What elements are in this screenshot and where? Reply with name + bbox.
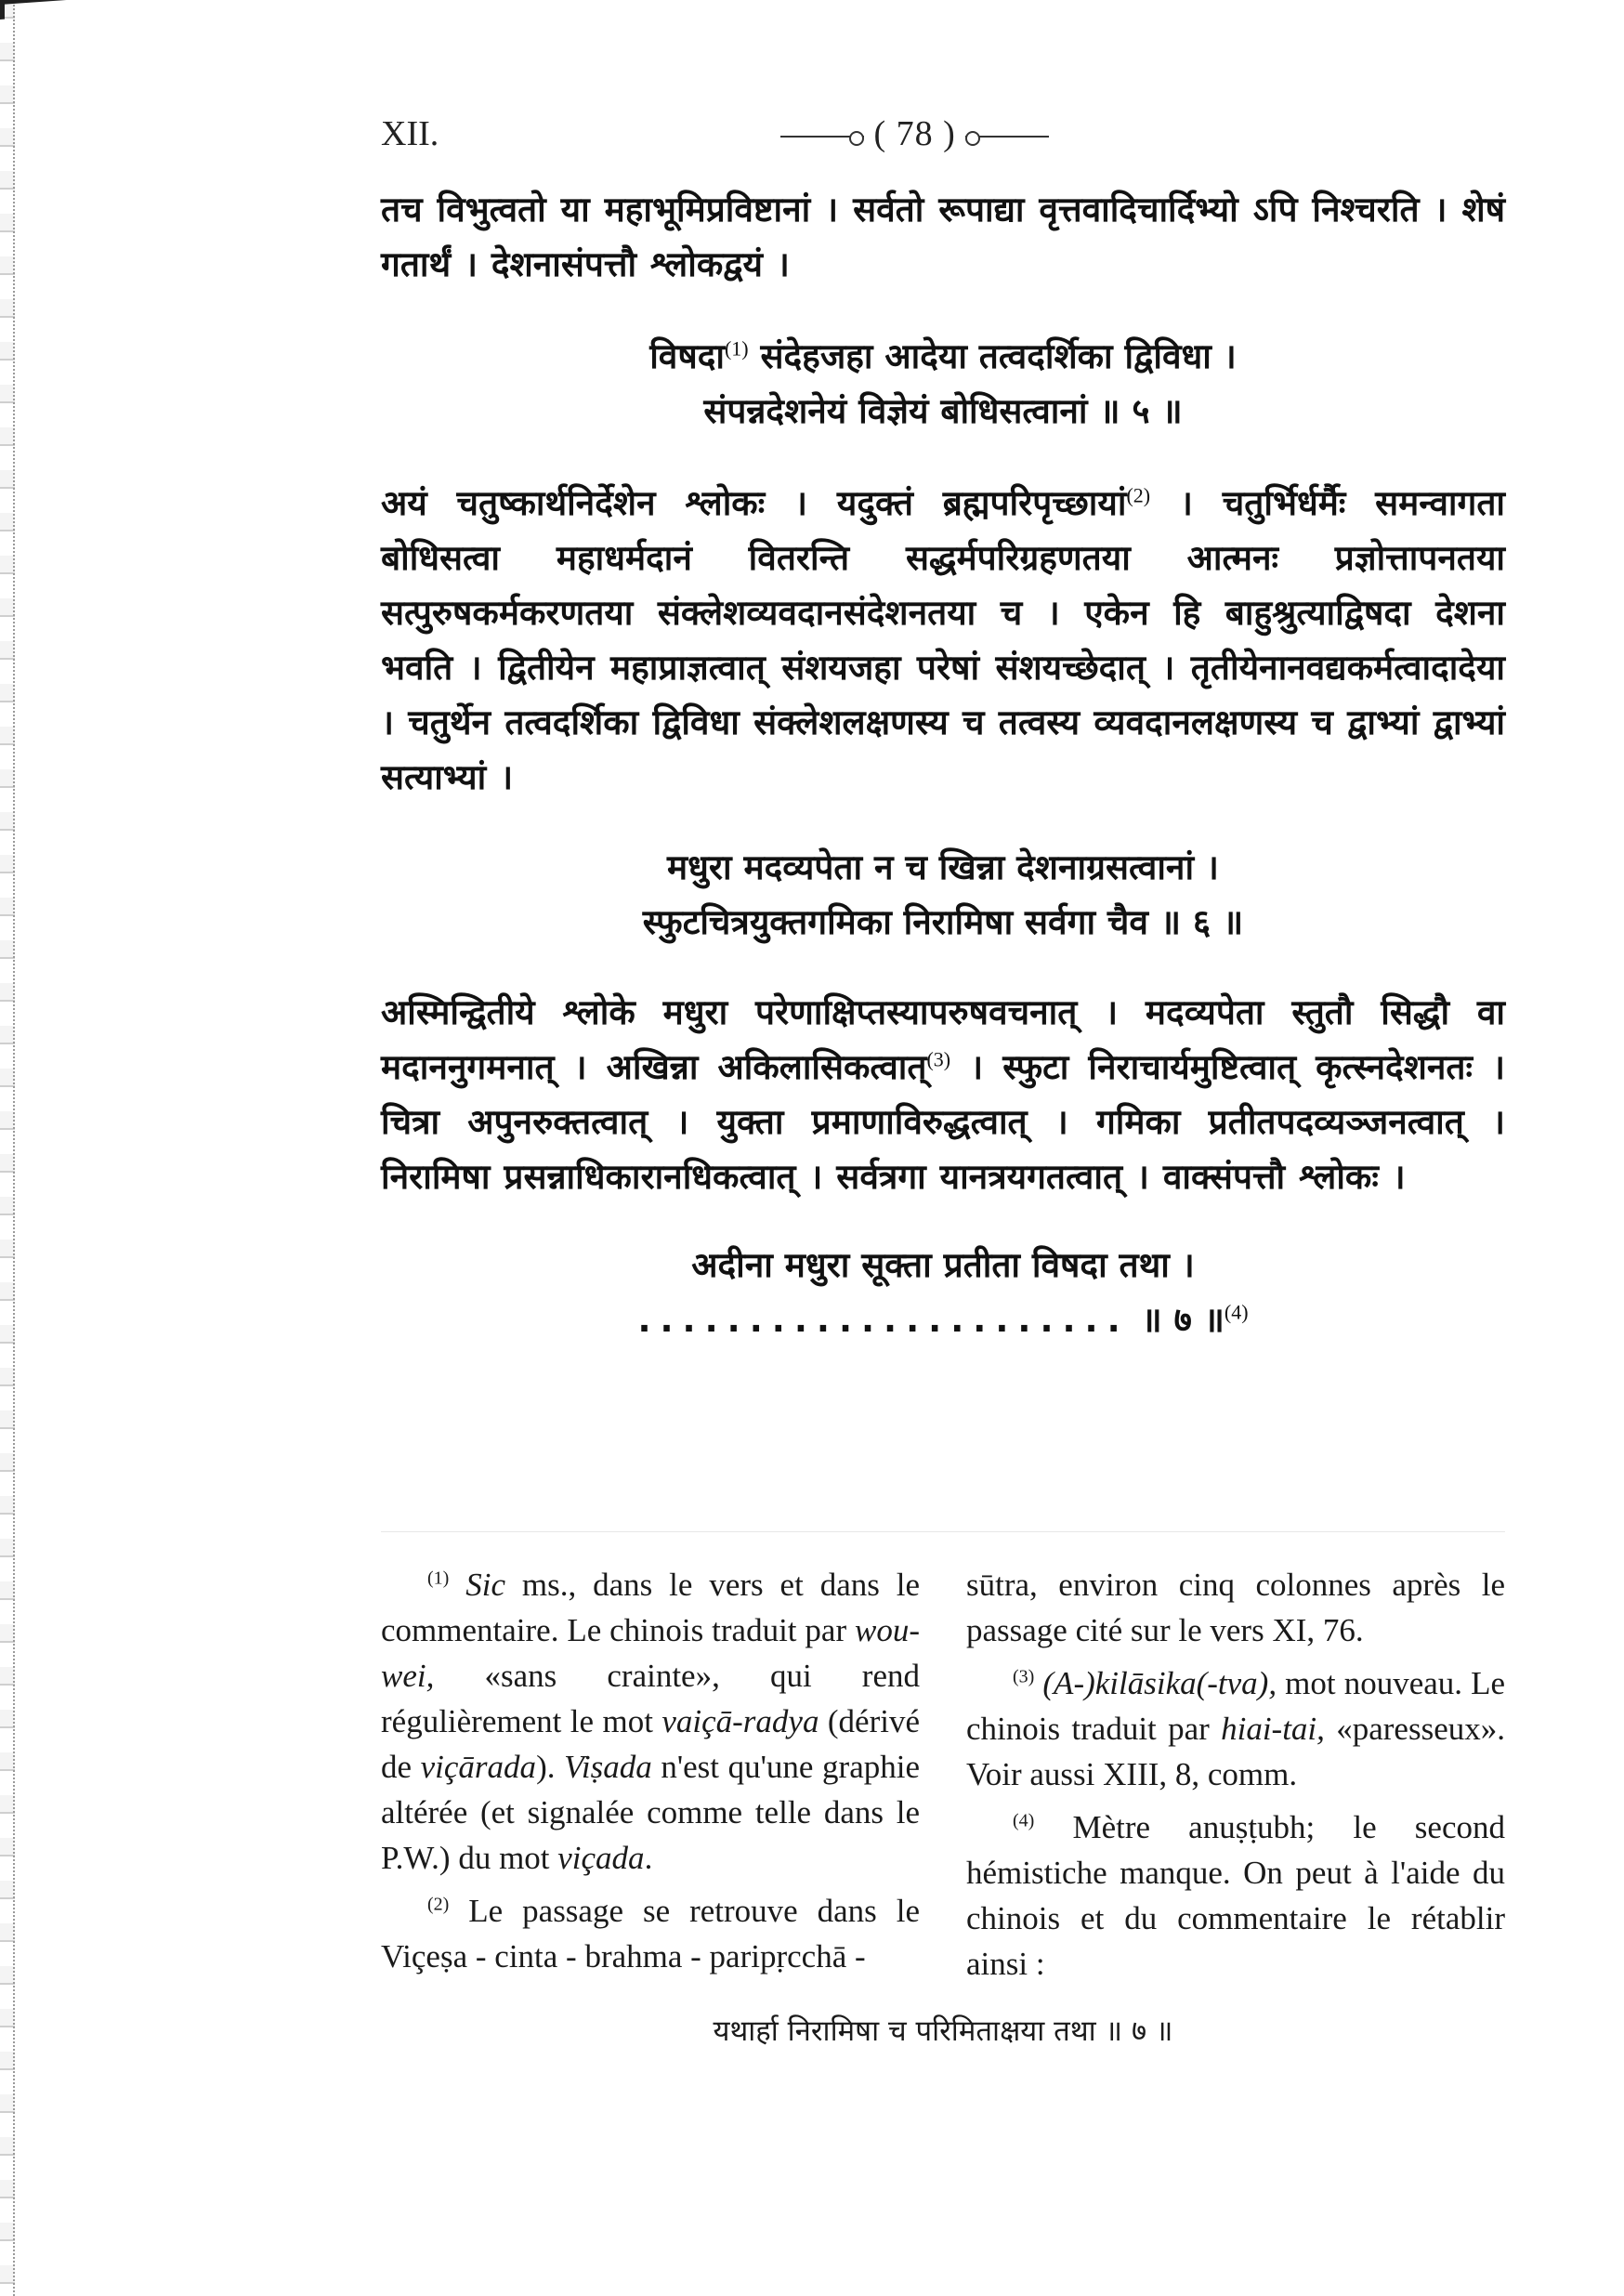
- paragraph-3: [381, 985, 1505, 1204]
- scan-corner-mark: [0, 0, 107, 20]
- footnote-ref-4: (4): [1224, 1300, 1249, 1324]
- footnote-1-text-c: (dérivé de: [381, 1703, 920, 1785]
- paragraph-2: [381, 476, 1505, 805]
- footnote-3-mark: (3): [1013, 1666, 1035, 1687]
- verse-7: [381, 1238, 1505, 1347]
- footnote-1-text-d: ).: [536, 1749, 565, 1785]
- ornament-left: [780, 136, 864, 138]
- footnote-1-text-a: ms., dans le vers et dans le commentaire. Le chinois traduit par: [381, 1567, 921, 1648]
- footnote-4-mark: (4): [1013, 1810, 1035, 1831]
- verse-6-line-2: स्फुटचित्रयुक्तगमिका निरामिषा सर्वगा चैव ॥ ६ ॥: [642, 902, 1244, 942]
- footnote-4: [966, 1804, 1505, 1987]
- paragraph-2-start: अयं चतुष्कार्थनिर्देशेन श्लोकः । यदुक्तं ब्रह्मपरिपृच्छायां: [381, 483, 1127, 523]
- verse-7-ellipsis: ......................: [637, 1300, 1130, 1340]
- verse-5-line-1-start: विषदा: [649, 336, 725, 376]
- footnote-3-text-a: mot nouveau. Le chinois traduit par: [966, 1665, 1505, 1747]
- footnote-1-wou-wei: wou-wei,: [381, 1612, 920, 1694]
- footnotes-right-column: [966, 1562, 1505, 1994]
- footnote-1-text-b: «sans crainte», qui rend régulièrement le mot: [381, 1658, 920, 1739]
- footnote-3-hiai-tai: hiai-tai,: [1221, 1711, 1325, 1747]
- footnote-1-text-e: n'est qu'une graphie altérée (et signalée comme telle dans le P.W.) du mot: [381, 1749, 920, 1876]
- page-header: [381, 113, 1477, 160]
- footnote-1-vicada: viçada: [557, 1840, 645, 1876]
- footnote-2-text: Le passage se retrouve dans le Viçeṣa - cinta - brahma - paripṛcchā -: [381, 1893, 920, 1975]
- footnote-3: [966, 1660, 1505, 1797]
- page-number: 78: [896, 114, 934, 153]
- footnote-3-text-b: «paresseux». Voir aussi XIII, 8, comm.: [966, 1711, 1505, 1792]
- chapter-number: XII.: [381, 114, 439, 153]
- verse-5-line-2: संपन्नदेशनेयं विज्ञेयं बोधिसत्वानां ॥ ५ ॥: [703, 391, 1183, 431]
- footnote-separator: [381, 1531, 1505, 1532]
- verse-6-line-1: मधुरा मदव्यपेता न च खिन्ना देशनाग्रसत्वानां ।: [667, 847, 1219, 887]
- main-text: [381, 182, 1505, 1347]
- footnote-2-continued: sūtra, environ cinq colonnes après le passage cité sur le vers XI, 76.: [966, 1567, 1505, 1648]
- page-number-group: ( 78 ): [780, 113, 1049, 154]
- footnotes: [381, 1562, 1505, 1982]
- footnote-1-sic: Sic: [465, 1567, 505, 1603]
- verse-5: [381, 329, 1505, 439]
- footnote-2-mark: (2): [427, 1894, 450, 1915]
- verse-7-line-1: अदीना मधुरा सूक्ता प्रतीता विषदा तथा ।: [691, 1245, 1195, 1285]
- verse-6: [381, 840, 1505, 950]
- paragraph-1: तच विभुत्वतो या महाभूमिप्रविष्टानां । सर्वतो रूपाद्या वृत्तवादिचार्दिभ्यो ऽपि निश्चरति । शेषं गतार्थं । देशनासंपत्तौ श्लोकद्वयं ।: [381, 190, 1505, 284]
- footnote-ref-2: (2): [1126, 483, 1151, 507]
- footnote-ref-3: (3): [926, 1047, 951, 1071]
- footnote-1-text-f: .: [644, 1840, 653, 1876]
- footnote-1-visada: Viṣada: [564, 1749, 652, 1785]
- footnote-2: [381, 1888, 920, 1979]
- verse-5-line-1-end: संदेहजहा आदेया तत्वदर्शिका द्विविधा ।: [748, 336, 1237, 376]
- paragraph-2-rest: । चतुर्भिर्धर्मैः समन्वागता बोधिसत्वा महाधर्मदानं वितरन्ति सद्धर्मपरिग्रहणतया आत्मनः प्रज्ञोत्तापनतया सत्पुरुषकर्मकरणतया संक्लेशव्यवदानसंदेशनतया च । एकेन हि बाहुश्रुत्याद्विषदा देशना भवति । द्वितीयेन महाप्राज्ञत्वात् संशयजहा परेषां संशयच्छेदात् । तृतीयेनानवद्यकर्मत्वादादेया । चतुर्थेन तत्वदर्शिका द्विविधा संक्लेशलक्षणस्य च तत्वस्य व्यवदानलक्षणस्य च द्वाभ्यां द्वाभ्यां सत्याभ्यां ।: [381, 483, 1505, 797]
- footnote-3-term: (A-)kilāsika(-tva),: [1042, 1665, 1277, 1701]
- verse-7-number: ॥ ७ ॥: [1129, 1300, 1225, 1340]
- footnote-ref-1: (1): [724, 336, 749, 361]
- paragraph-3-start: अस्मिन्द्वितीये श्लोके मधुरा परेणाक्षिप्तस्यापरुषवचनात् । मदव्यपेता स्तुतौ सिद्धौ वा मदाननुगमनात् । अखिन्ना अकिलासिकत्वात्: [381, 992, 1505, 1087]
- footnote-1-mark: (1): [427, 1568, 450, 1589]
- restored-verse: यथार्हा निरामिषा च परिमिताक्षया तथा ॥ ७ ॥: [713, 2014, 1173, 2048]
- ornament-right: [965, 136, 1049, 138]
- footnote-1-vaicaradya: vaiçā-radya: [661, 1703, 819, 1739]
- verse-5-line-1: [381, 329, 1505, 384]
- footnote-1-vicarada: viçārada: [420, 1749, 537, 1785]
- scan-binding-edge: [0, 0, 15, 2296]
- footnotes-left-column: [381, 1562, 920, 1987]
- paragraph-3-rest: । स्फुटा निराचार्यमुष्टित्वात् कृत्स्नदेशनतः । चित्रा अपुनरुक्तत्वात् । युक्ता प्रमाणाविरुद्धत्वात् । गमिका प्रतीतपदव्यञ्जनत्वात् । निरामिषा प्रसन्नाधिकारानधिकत्वात् । सर्वत्रगा यानत्रयगतत्वात् । वाक्संपत्तौ श्लोकः ।: [381, 1047, 1505, 1197]
- verse-7-line-2: [381, 1292, 1505, 1347]
- footnote-1: [381, 1562, 920, 1881]
- footnote-4-text: Mètre anuṣṭubh; le second hémistiche manque. On peut à l'aide du chinois et du commentaire le rétablir ainsi :: [966, 1809, 1505, 1982]
